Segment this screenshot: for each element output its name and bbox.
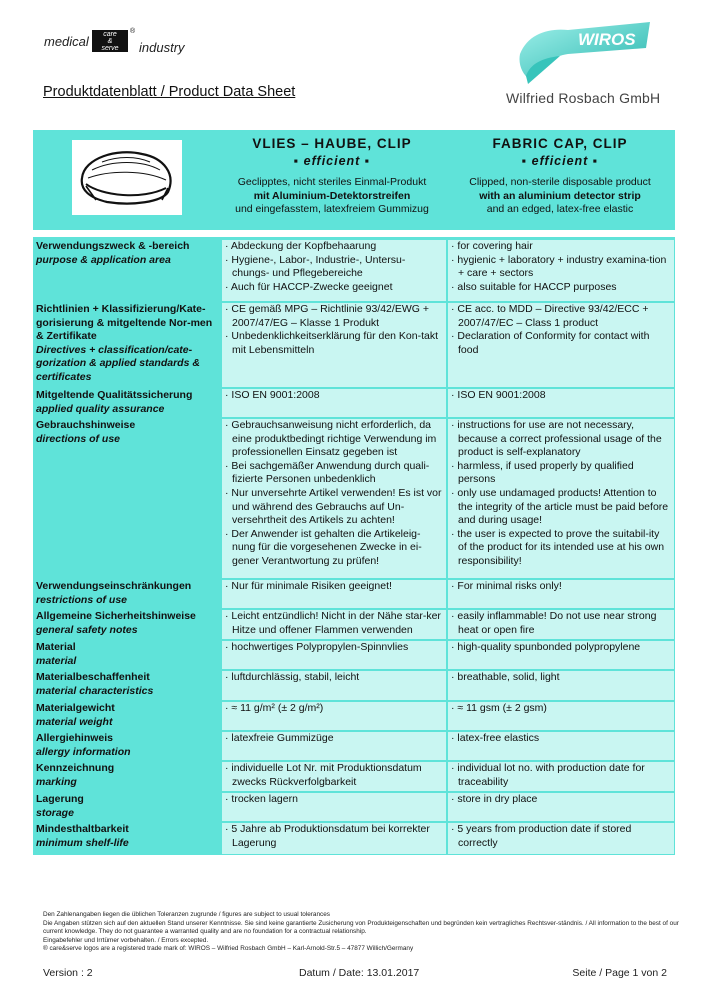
cell-german-item: · Gebrauchsanweisung nicht erforderlich, da eine produktbedingt richtige Verwendung im professionellen Einsatz gegeben ist bbox=[225, 419, 437, 459]
table-row bbox=[33, 823, 675, 854]
cell-german-item: · CE gemäß MPG – Richtlinie 93/42/EWG + 2007/47/EG – Klasse 1 Produkt bbox=[225, 303, 429, 329]
company-name: Wilfried Rosbach GmbH bbox=[506, 90, 661, 106]
cell-english bbox=[448, 610, 674, 639]
product-subtitle-en: ▪ efficient ▪ bbox=[521, 154, 599, 168]
logo-medical-text: medical bbox=[44, 34, 89, 49]
cell-german-item: · Leicht entzündlich! Nicht in der Nähe star-ker Hitze und offener Flammen verwenden bbox=[225, 610, 441, 636]
cell-german bbox=[222, 671, 446, 700]
row-label-de: Verwendungszweck & -bereich bbox=[36, 240, 190, 252]
cell-german-item: · Auch für HACCP-Zwecke geeignet bbox=[225, 280, 393, 293]
row-label-de: Allgemeine Sicherheitshinweise bbox=[36, 610, 196, 622]
table-row bbox=[33, 303, 675, 387]
product-description-de-line: Geclipptes, nicht steriles Einmal-Produkt bbox=[237, 176, 427, 188]
logo-care-serve-box bbox=[92, 30, 128, 52]
cell-german-item: · Abdeckung der Kopfbehaarung bbox=[225, 240, 377, 252]
product-subtitle-de: ▪ efficient ▪ bbox=[293, 154, 371, 168]
row-label-de: Mindesthaltbarkeit bbox=[36, 823, 129, 835]
cell-german bbox=[222, 762, 446, 791]
header-english bbox=[446, 136, 674, 217]
row-label bbox=[36, 240, 222, 301]
cell-english-item: · ≈ 11 gsm (± 2 gsm) bbox=[451, 702, 547, 714]
row-label-de: Lagerung bbox=[36, 793, 84, 805]
row-label-en: allergy information bbox=[36, 745, 131, 758]
table-row bbox=[33, 240, 675, 301]
row-label-en: restrictions of use bbox=[36, 593, 128, 606]
logo-serve-text: serve bbox=[101, 45, 119, 52]
footnote-line: ® care&serve logos are a registered trade mark of: WIROS – Wilfried Rosbach GmbH – Karl-Arnold-Str.5 – 47877 Willich/Germany bbox=[43, 945, 414, 952]
table-row bbox=[33, 641, 675, 669]
cell-english bbox=[448, 671, 674, 700]
cell-german bbox=[222, 610, 446, 639]
row-label bbox=[36, 580, 222, 608]
cell-german-item: · Nur unversehrte Artikel verwenden! Es ist vor und während des Gebrauchs auf Un-versehrtheit des Artikels zu achten! bbox=[225, 486, 442, 527]
cell-english-item: · instructions for use are not necessary, because a correct professional usage of the product is self-explanatory bbox=[451, 419, 662, 459]
logo-registered-mark: ® bbox=[130, 28, 136, 35]
row-label-en: marking bbox=[36, 775, 77, 788]
row-label-de: Kennzeichnung bbox=[36, 762, 115, 774]
date-label: Datum / Date: 13.01.2017 bbox=[299, 967, 420, 979]
row-label bbox=[36, 303, 222, 387]
table-row bbox=[33, 580, 675, 608]
product-description-en-line: with an aluminium detector strip bbox=[479, 189, 641, 202]
row-label-en: applied quality assurance bbox=[36, 402, 165, 415]
row-label-en: purpose & application area bbox=[36, 253, 171, 266]
cell-english bbox=[448, 641, 674, 669]
cell-german-item: · Der Anwender ist gehalten die Artikeleig-nung für die vorgesehenen Zwecke in ei-gener Verantwortung zu prüfen! bbox=[225, 527, 422, 567]
product-description-en-line: and an edged, latex-free elastic bbox=[486, 203, 634, 215]
cell-german-item: · luftdurchlässig, stabil, leicht bbox=[225, 671, 360, 683]
document-title: Produktdatenblatt / Product Data Sheet bbox=[43, 84, 296, 100]
cell-german bbox=[222, 732, 446, 760]
cell-german-item: · latexfreie Gummizüge bbox=[225, 732, 334, 744]
row-label-de: Materialgewicht bbox=[36, 702, 115, 714]
row-label bbox=[36, 610, 222, 639]
product-description-en bbox=[446, 176, 674, 217]
cell-german bbox=[222, 823, 446, 854]
cell-english bbox=[448, 303, 674, 387]
cap-product-image bbox=[72, 140, 182, 215]
row-label-en: material bbox=[36, 654, 77, 667]
cell-english bbox=[448, 419, 674, 578]
cell-german-item: · Unbedenklichkeitserklärung für den Kon-takt mit Lebensmitteln bbox=[225, 330, 439, 356]
row-label-en: minimum shelf-life bbox=[36, 836, 129, 849]
product-title-en: FABRIC CAP, CLIP bbox=[492, 136, 628, 151]
product-title-de: VLIES – HAUBE, CLIP bbox=[252, 136, 412, 151]
row-label-de: Verwendungseinschränkungen bbox=[36, 580, 192, 592]
row-label bbox=[36, 389, 222, 417]
cell-german bbox=[222, 702, 446, 730]
cell-german-item: · trocken lagern bbox=[225, 793, 298, 805]
row-label bbox=[36, 671, 222, 700]
product-description-de-line: mit Aluminium-Detektorstreifen bbox=[253, 189, 411, 202]
table-row bbox=[33, 419, 675, 578]
cell-english-item: · individual lot no. with production date for traceability bbox=[451, 762, 645, 788]
row-label-en: general safety notes bbox=[36, 623, 138, 636]
row-label bbox=[36, 641, 222, 669]
row-label bbox=[36, 702, 222, 730]
product-description-en-line: Clipped, non-sterile disposable product bbox=[469, 176, 651, 188]
cell-english bbox=[448, 793, 674, 821]
cell-english-item: · breathable, solid, light bbox=[451, 671, 560, 683]
cell-english bbox=[448, 732, 674, 760]
cell-german bbox=[222, 580, 446, 608]
row-label-en: directions of use bbox=[36, 432, 121, 445]
product-description-de bbox=[218, 176, 446, 217]
cell-german bbox=[222, 641, 446, 669]
cell-english-item: · high-quality spunbonded polypropylene bbox=[451, 641, 641, 653]
cell-english bbox=[448, 702, 674, 730]
table-row bbox=[33, 610, 675, 639]
cell-english-item: · ISO EN 9001:2008 bbox=[451, 389, 546, 401]
cell-german-item: · Bei sachgemäßer Anwendung durch quali-fizierte Personen unbedenklich bbox=[225, 459, 430, 486]
row-label-de: Mitgeltende Qualitätssicherung bbox=[36, 389, 193, 401]
cell-english-item: · 5 years from production date if stored correctly bbox=[451, 823, 632, 849]
row-label-de: Materialbeschaffenheit bbox=[36, 671, 150, 683]
table-row bbox=[33, 702, 675, 730]
product-description-de-line: und eingefasstem, latexfreiem Gummizug bbox=[235, 203, 429, 215]
cell-german bbox=[222, 419, 446, 578]
logo-amp-text: & bbox=[107, 38, 113, 45]
cell-german bbox=[222, 389, 446, 417]
cell-english bbox=[448, 823, 674, 854]
cell-german-item: · Nur für minimale Risiken geeignet! bbox=[225, 580, 392, 592]
row-label-en: material weight bbox=[36, 715, 113, 728]
row-label-en: Directives + classification/cate-gorization & applied standards & certificates bbox=[36, 343, 200, 383]
cell-german-item: · individuelle Lot Nr. mit Produktionsdatum zwecks Rückverfolgbarkeit bbox=[225, 762, 422, 788]
cell-english-item: · Declaration of Conformity for contact with food bbox=[451, 330, 650, 356]
row-label bbox=[36, 732, 222, 760]
cell-english-item: · hygienic + laboratory + industry examina-tion + care + sectors bbox=[451, 253, 667, 280]
table-row bbox=[33, 389, 675, 417]
cell-english bbox=[448, 240, 674, 301]
cell-english-item: · also suitable for HACCP purposes bbox=[451, 280, 617, 293]
wiros-logo bbox=[508, 14, 658, 92]
row-label-en: material characteristics bbox=[36, 684, 154, 697]
cell-german-item: · Hygiene-, Labor-, Industrie-, Untersu-chungs- und Pflegebereiche bbox=[225, 253, 406, 280]
row-label-de: Allergiehinweis bbox=[36, 732, 114, 744]
cell-english-item: · easily inflammable! Do not use near strong heat or open fire bbox=[451, 610, 657, 636]
cell-english bbox=[448, 580, 674, 608]
version-label: Version : 2 bbox=[43, 967, 93, 979]
logo-care-text: care bbox=[103, 31, 117, 38]
cell-german bbox=[222, 240, 446, 301]
footnote-line: Eingabefehler und Irrtümer vorbehalten. / Errors excepted. bbox=[43, 936, 209, 944]
cell-english-item: · only use undamaged products! Attention to the integrity of the article must be paid before and during usage! bbox=[451, 486, 669, 527]
wiros-logo-text: WIROS bbox=[578, 30, 636, 49]
table-row bbox=[33, 732, 675, 760]
row-label-en: storage bbox=[36, 806, 74, 819]
table-row bbox=[33, 671, 675, 700]
cell-english-item: · CE acc. to MDD – Directive 93/42/ECC + 2007/47/EC – Class 1 product bbox=[451, 303, 649, 329]
cell-english-item: · For minimal risks only! bbox=[451, 580, 562, 592]
cell-english bbox=[448, 389, 674, 417]
cell-german bbox=[222, 303, 446, 387]
cell-english bbox=[448, 762, 674, 791]
cell-english-item: · for covering hair bbox=[451, 240, 533, 252]
footnotes bbox=[43, 911, 683, 954]
page-number: Seite / Page 1 von 2 bbox=[572, 967, 667, 979]
cell-english-item: · harmless, if used properly by qualified persons bbox=[451, 459, 634, 486]
row-label bbox=[36, 793, 222, 821]
footnote-line: Den Zahlenangaben liegen die üblichen Toleranzen zugrunde / figures are subject to usual tolerances bbox=[43, 911, 330, 918]
cell-german-item: · hochwertiges Polypropylen-Spinnvlies bbox=[225, 641, 409, 653]
row-label-de: Gebrauchshinweise bbox=[36, 419, 136, 431]
logo-industry-text: industry bbox=[139, 40, 185, 55]
header-german bbox=[218, 136, 446, 217]
cell-german-item: · ≈ 11 g/m² (± 2 g/m²) bbox=[225, 702, 324, 714]
row-label bbox=[36, 762, 222, 791]
row-label-de: Richtlinien + Klassifizierung/Kate-gorisierung & mitgeltende Nor-men & Zertifikate bbox=[36, 303, 213, 343]
footnote-line: Die Angaben stützen sich auf den aktuellen Stand unserer Kenntnisse. Sie sind keine garantierte Zusicherung von Produkteigenschaften und begründen kein vertragliches Rechtsver-ständnis. / All information to the best of our current knowledge. They do not guarantee a warranted quality and are no foundation for a contractual relationship. bbox=[43, 919, 679, 935]
care-serve-logo bbox=[44, 28, 244, 58]
cell-german-item: · ISO EN 9001:2008 bbox=[225, 389, 320, 401]
table-row bbox=[33, 793, 675, 821]
cell-english-item: · store in dry place bbox=[451, 793, 538, 805]
row-label bbox=[36, 823, 222, 854]
cell-german bbox=[222, 793, 446, 821]
cell-english-item: · latex-free elastics bbox=[451, 732, 540, 744]
cell-english-item: · the user is expected to prove the suitabil-ity of the product for its intended use at his own responsibility! bbox=[451, 527, 665, 567]
row-label-de: Material bbox=[36, 641, 76, 653]
cell-german-item: · 5 Jahre ab Produktionsdatum bei korrekter Lagerung bbox=[225, 823, 430, 849]
row-label bbox=[36, 419, 222, 578]
table-row bbox=[33, 762, 675, 791]
